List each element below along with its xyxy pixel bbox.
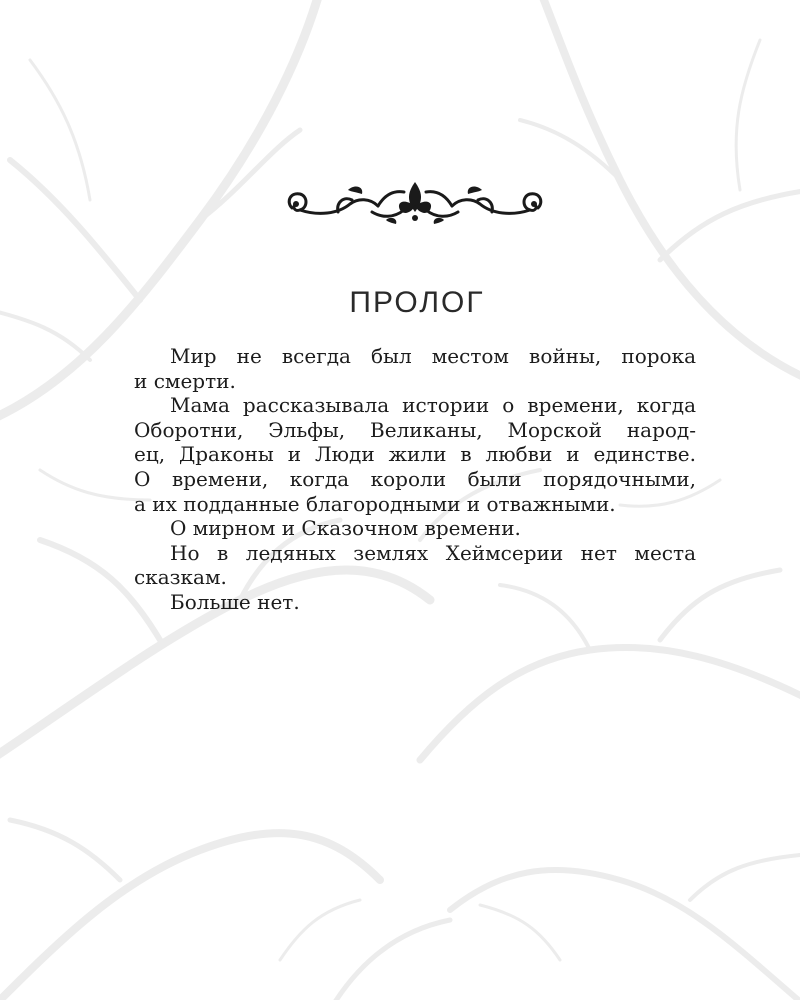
paragraph-line: Оборотни, Эльфы, Великаны, Морской народ- [134,417,696,442]
paragraph-line: Мама рассказывала истории о времени, когда [170,393,696,418]
paragraph-line: Больше нет. [170,589,300,614]
flourish-ornament-icon [278,176,552,228]
paragraph-line: сказкам. [134,565,227,590]
paragraph-line: О времени, когда короли были порядочными, [134,466,696,491]
paragraph-line: а их подданные благородными и отважными. [134,491,616,516]
chapter-title: ПРОЛОГ [349,286,485,320]
paragraph-line: Но в ледяных землях Хеймсерии нет места [170,540,696,565]
paragraph-line: и смерти. [134,368,236,393]
paragraph-line: ец, Драконы и Люди жили в любви и единстве. [134,442,696,467]
paragraph-line: О мирном и Сказочном времени. [170,516,521,541]
paragraph-line: Мир не всегда был местом войны, порока [170,344,696,368]
prologue-text [134,344,696,615]
